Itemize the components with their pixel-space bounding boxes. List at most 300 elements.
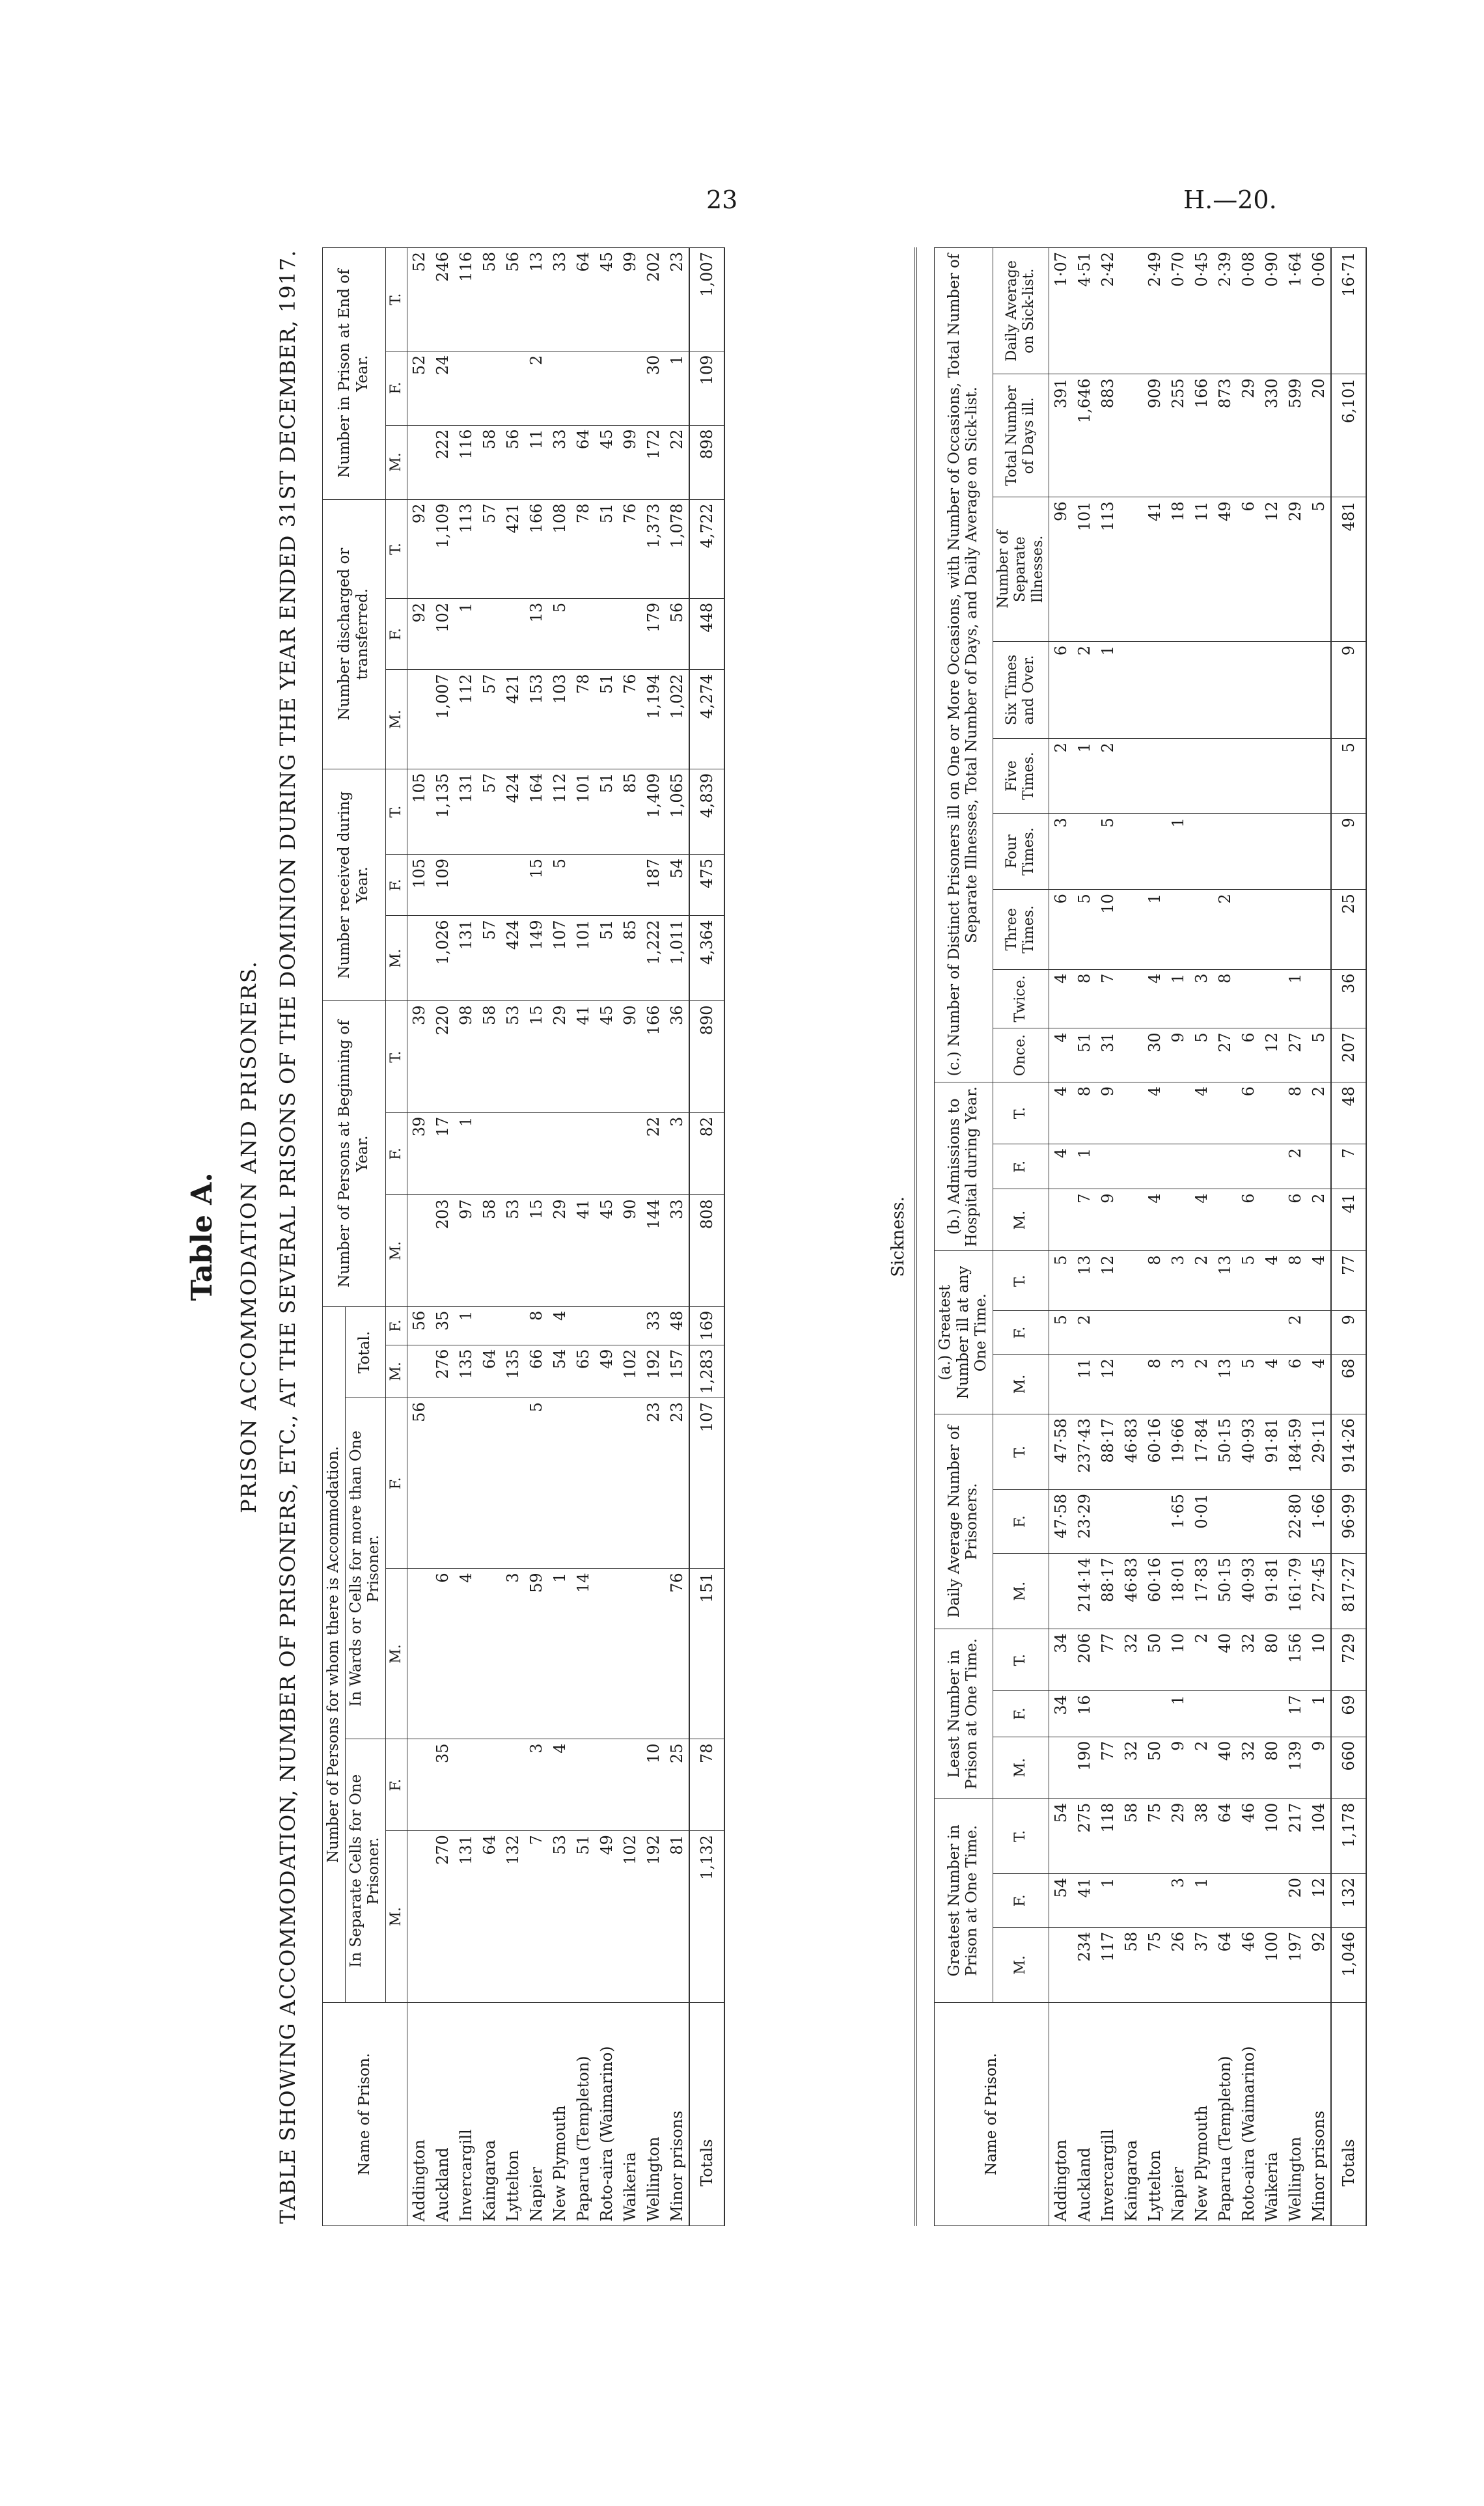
cell-sep-f	[478, 1739, 501, 1831]
subheader-m: M.	[385, 1345, 407, 1398]
cell-dis-m: 112	[454, 670, 478, 769]
cell-ad-t: 8	[1073, 1082, 1096, 1144]
cell-tot-f: 35	[431, 1306, 454, 1345]
cell-three: 2	[1213, 890, 1237, 969]
cell-six: 9	[1331, 641, 1366, 738]
cell-il-m: 4	[1307, 1355, 1331, 1414]
cell-once: 31	[1096, 1028, 1120, 1082]
cell-tot-m: 135	[501, 1345, 525, 1398]
subheader-f: F.	[385, 854, 407, 915]
cell-rec-f: 15	[525, 854, 548, 915]
admissions-header: (b.) Admissions to Hospital during Year.	[935, 1082, 993, 1250]
cell-beg-m: 808	[689, 1195, 724, 1306]
accommodation-header: Number of Persons for whom there is Accommodation.	[323, 1306, 346, 2002]
cell-twice: 7	[1096, 969, 1120, 1028]
cell-tot-m	[407, 1345, 432, 1398]
cell-five	[1307, 739, 1331, 814]
prison-name: Invercargill	[454, 2003, 478, 2226]
cell-end-f	[548, 351, 571, 425]
cell-once: 27	[1284, 1028, 1307, 1082]
cell-three	[1190, 890, 1213, 969]
table-row	[478, 248, 501, 2226]
cell-sep-m: 49	[595, 1831, 618, 2003]
cell-tot-f	[478, 1306, 501, 1345]
cell-end-f: 1	[665, 351, 689, 425]
cell-il-f: 9	[1331, 1311, 1366, 1355]
cell-le-m: 2	[1190, 1737, 1213, 1798]
cell-five: 1	[1073, 739, 1096, 814]
cell-rec-f	[618, 854, 642, 915]
table-row	[1213, 248, 1237, 2226]
cell-tot-m: 276	[431, 1345, 454, 1398]
cell-il-t: 4	[1260, 1251, 1284, 1311]
cell-il-t: 13	[1213, 1251, 1237, 1311]
cell-once	[1120, 1028, 1143, 1082]
cell-once: 30	[1143, 1028, 1166, 1082]
prison-name: Addington	[1049, 2003, 1073, 2226]
cell-dis-m: 57	[478, 670, 501, 769]
cell-end-m: 11	[525, 425, 548, 499]
cell-ward-m: 151	[689, 1569, 724, 1739]
cell-le-f	[1213, 1691, 1237, 1737]
cell-end-t: 246	[431, 248, 454, 351]
cell-il-m: 3	[1166, 1355, 1190, 1414]
cell-end-t: 202	[642, 248, 665, 351]
cell-gr-f	[1260, 1873, 1284, 1927]
document-id: H.—20.	[1183, 186, 1277, 214]
cell-twice	[1237, 969, 1260, 1028]
subheader-t: T.	[993, 1251, 1049, 1311]
cell-sep-ill: 49	[1213, 497, 1237, 641]
prison-name: Invercargill	[1096, 2003, 1120, 2226]
cell-beg-f: 39	[407, 1112, 432, 1195]
cell-da-m: 40·93	[1237, 1553, 1260, 1629]
subheader-t: T.	[385, 248, 407, 351]
cell-rec-m: 107	[548, 916, 571, 1001]
cell-beg-m: 203	[431, 1195, 454, 1306]
cell-da-m: 60·16	[1143, 1553, 1166, 1629]
cell-dis-t: 113	[454, 499, 478, 598]
prison-name: Paparua (Templeton)	[571, 2003, 595, 2226]
separate-cells-header: In Separate Cells for One Prisoner.	[345, 1739, 385, 2003]
cell-rec-m: 131	[454, 916, 478, 1001]
subheader-t: T.	[385, 769, 407, 854]
cell-il-m: 11	[1073, 1355, 1096, 1414]
cell-end-f: 2	[525, 351, 548, 425]
cell-five	[1120, 739, 1143, 814]
cell-le-t: 32	[1120, 1629, 1143, 1691]
least-header: Least Number in Prison at One Time.	[935, 1629, 993, 1799]
prison-name: Wellington	[642, 2003, 665, 2226]
table-row	[665, 248, 689, 2226]
subheader-sep_ill: Number of Separate Illnesses.	[993, 497, 1049, 641]
cell-end-f: 52	[407, 351, 432, 425]
cell-ad-m: 6	[1237, 1189, 1260, 1251]
cell-beg-m: 33	[665, 1195, 689, 1306]
cell-ad-m	[1166, 1189, 1190, 1251]
cell-ad-f	[1143, 1144, 1166, 1189]
subheader-twice: Twice.	[993, 969, 1049, 1028]
total-header: Total.	[345, 1306, 385, 1398]
cell-da-t: 50·15	[1213, 1414, 1237, 1489]
cell-le-f	[1237, 1691, 1260, 1737]
cell-rec-f	[478, 854, 501, 915]
cell-sep-ill: 12	[1260, 497, 1284, 641]
cell-dis-m: 1,194	[642, 670, 665, 769]
cell-le-t: 729	[1331, 1629, 1366, 1691]
table-row	[1260, 248, 1284, 2226]
cell-end-f	[501, 351, 525, 425]
cell-dis-f	[478, 598, 501, 670]
cell-gr-t: 118	[1096, 1798, 1120, 1873]
cell-rec-f: 105	[407, 854, 432, 915]
cell-end-m: 222	[431, 425, 454, 499]
subheader-t: T.	[993, 1082, 1049, 1144]
table-row	[407, 248, 432, 2226]
table-row	[431, 248, 454, 2226]
cell-four: 5	[1096, 814, 1120, 890]
cell-five	[1143, 739, 1166, 814]
cell-twice: 1	[1284, 969, 1307, 1028]
cell-gr-f: 1	[1190, 1873, 1213, 1927]
cell-days-ill: 6,101	[1331, 374, 1366, 497]
cell-ward-f: 23	[642, 1398, 665, 1569]
cell-ad-m: 2	[1307, 1189, 1331, 1251]
cell-da-m: 27·45	[1307, 1553, 1331, 1629]
cell-four	[1073, 814, 1096, 890]
cell-sep-m: 102	[618, 1831, 642, 2003]
cell-rec-m: 149	[525, 916, 548, 1001]
cell-dis-f	[618, 598, 642, 670]
cell-sep-m	[407, 1831, 432, 2003]
cell-dis-t: 1,373	[642, 499, 665, 598]
cell-gr-f	[1120, 1873, 1143, 1927]
cell-gr-t: 100	[1260, 1798, 1284, 1873]
cell-sep-ill	[1120, 497, 1143, 641]
cell-ad-f	[1237, 1144, 1260, 1189]
cell-end-m: 172	[642, 425, 665, 499]
cell-le-f: 1	[1307, 1691, 1331, 1737]
subheader-t: T.	[993, 1798, 1049, 1873]
cell-beg-f: 17	[431, 1112, 454, 1195]
prison-name: Waikeria	[618, 2003, 642, 2226]
cell-six	[1284, 641, 1307, 738]
cell-sep-ill: 481	[1331, 497, 1366, 641]
table-row	[595, 248, 618, 2226]
cell-dis-f: 13	[525, 598, 548, 670]
prison-name: Totals	[1331, 2003, 1366, 2226]
cell-ward-f: 5	[525, 1398, 548, 1569]
cell-dis-f: 448	[689, 598, 724, 670]
subheader-f: F.	[385, 598, 407, 670]
cell-ward-m: 6	[431, 1569, 454, 1739]
sickness-label: Sickness.	[888, 1196, 908, 1277]
cell-three	[1284, 890, 1307, 969]
cell-da-f: 47·58	[1049, 1490, 1073, 1554]
cell-gr-f	[1237, 1873, 1260, 1927]
cell-five	[1284, 739, 1307, 814]
cell-tot-f	[571, 1306, 595, 1345]
cell-tot-f: 56	[407, 1306, 432, 1345]
cell-ad-m: 4	[1190, 1189, 1213, 1251]
end-header: Number in Prison at End of Year.	[323, 248, 386, 500]
cell-days-ill: 166	[1190, 374, 1213, 497]
cell-beg-t: 29	[548, 1001, 571, 1112]
table-row	[1284, 248, 1307, 2226]
cell-ad-t: 6	[1237, 1082, 1260, 1144]
cell-avg-sick: 0·08	[1237, 248, 1260, 374]
table-row	[1237, 248, 1260, 2226]
table-row	[618, 248, 642, 2226]
cell-da-t: 88·17	[1096, 1414, 1120, 1489]
cell-sep-ill: 6	[1237, 497, 1260, 641]
cell-gr-m: 234	[1073, 1927, 1096, 2002]
table-row	[454, 248, 478, 2226]
prison-name: Kaingaroa	[478, 2003, 501, 2226]
cell-dis-m: 103	[548, 670, 571, 769]
cell-ward-f: 107	[689, 1398, 724, 1569]
cell-six	[1213, 641, 1237, 738]
cell-le-f: 17	[1284, 1691, 1307, 1737]
cell-once: 5	[1190, 1028, 1213, 1082]
cell-five	[1190, 739, 1213, 814]
cell-il-f	[1166, 1311, 1190, 1355]
cell-ad-f: 4	[1049, 1144, 1073, 1189]
cell-sep-f	[454, 1739, 478, 1831]
cell-ward-f	[571, 1398, 595, 1569]
totals-row	[1331, 248, 1366, 2226]
cell-le-m: 9	[1166, 1737, 1190, 1798]
cell-tot-m: 102	[618, 1345, 642, 1398]
cell-beg-f	[525, 1112, 548, 1195]
cell-il-t	[1120, 1251, 1143, 1311]
subheader-f: F.	[993, 1311, 1049, 1355]
cell-beg-t: 53	[501, 1001, 525, 1112]
subheader-six: Six Times and Over.	[993, 641, 1049, 738]
cell-le-f: 69	[1331, 1691, 1366, 1737]
prison-name: Wellington	[1284, 2003, 1307, 2226]
table-row	[1166, 248, 1190, 2226]
cell-dis-t: 108	[548, 499, 571, 598]
subheader-m: M.	[993, 1927, 1049, 2002]
cell-rec-f: 5	[548, 854, 571, 915]
cell-da-m: 161·79	[1284, 1553, 1307, 1629]
daily-average-header: Daily Average Number of Prisoners.	[935, 1414, 993, 1629]
cell-gr-f: 20	[1284, 1873, 1307, 1927]
cell-rec-m: 424	[501, 916, 525, 1001]
cell-tot-f	[618, 1306, 642, 1345]
cell-da-t: 19·66	[1166, 1414, 1190, 1489]
cell-gr-f: 41	[1073, 1873, 1096, 1927]
cell-rec-t: 112	[548, 769, 571, 854]
cell-days-ill: 599	[1284, 374, 1307, 497]
cell-dis-m: 4,274	[689, 670, 724, 769]
subheader-m: M.	[385, 670, 407, 769]
cell-dis-m: 1,007	[431, 670, 454, 769]
cell-rec-t: 1,135	[431, 769, 454, 854]
cell-gr-f: 54	[1049, 1873, 1073, 1927]
col-name-header: Name of Prison.	[935, 2003, 1049, 2226]
cell-da-f: 0·01	[1190, 1490, 1213, 1554]
cell-rec-f	[595, 854, 618, 915]
cell-sep-m: 53	[548, 1831, 571, 2003]
prison-name: New Plymouth	[548, 2003, 571, 2226]
cell-sep-ill: 113	[1096, 497, 1120, 641]
table-row	[548, 248, 571, 2226]
cell-beg-t: 39	[407, 1001, 432, 1112]
sickness-table	[934, 247, 1367, 2226]
cell-il-f: 5	[1049, 1311, 1073, 1355]
cell-beg-t: 36	[665, 1001, 689, 1112]
subheader-f: F.	[385, 1739, 407, 1831]
cell-rec-t: 1,065	[665, 769, 689, 854]
cell-ad-f: 2	[1284, 1144, 1307, 1189]
cell-four	[1143, 814, 1166, 890]
cell-end-f: 24	[431, 351, 454, 425]
cell-twice: 3	[1190, 969, 1213, 1028]
cell-ward-m	[407, 1569, 432, 1739]
cell-end-m: 45	[595, 425, 618, 499]
cell-le-m: 77	[1096, 1737, 1120, 1798]
prison-name: Minor prisons	[665, 2003, 689, 2226]
cell-gr-t: 29	[1166, 1798, 1190, 1873]
cell-twice: 36	[1331, 969, 1366, 1028]
cell-twice: 4	[1049, 969, 1073, 1028]
cell-le-t: 34	[1049, 1629, 1073, 1691]
cell-le-t: 32	[1237, 1629, 1260, 1691]
cell-beg-f	[478, 1112, 501, 1195]
cell-beg-m: 53	[501, 1195, 525, 1306]
cell-rec-t: 164	[525, 769, 548, 854]
cell-ad-m: 4	[1143, 1189, 1166, 1251]
cell-le-t: 77	[1096, 1629, 1120, 1691]
cell-six	[1143, 641, 1166, 738]
cell-beg-m: 58	[478, 1195, 501, 1306]
subheader-three: Three Times.	[993, 890, 1049, 969]
cell-rec-t: 1,409	[642, 769, 665, 854]
cell-da-f	[1260, 1490, 1284, 1554]
cell-four: 3	[1049, 814, 1073, 890]
subheader-f: F.	[993, 1490, 1049, 1554]
prison-name: Roto-aira (Waimarino)	[595, 2003, 618, 2226]
page-header	[0, 186, 1484, 225]
cell-avg-sick: 1·64	[1284, 248, 1307, 374]
cell-beg-m: 15	[525, 1195, 548, 1306]
subheader-f: F.	[385, 1306, 407, 1345]
cell-le-t: 40	[1213, 1629, 1237, 1691]
cell-gr-m: 197	[1284, 1927, 1307, 2002]
cell-end-t: 116	[454, 248, 478, 351]
cell-dis-t: 1,078	[665, 499, 689, 598]
subheader-t: T.	[385, 499, 407, 598]
cell-end-f: 109	[689, 351, 724, 425]
cell-sep-ill: 11	[1190, 497, 1213, 641]
cell-il-f	[1307, 1311, 1331, 1355]
cell-twice	[1120, 969, 1143, 1028]
cell-le-m: 32	[1237, 1737, 1260, 1798]
cell-ward-f	[548, 1398, 571, 1569]
cell-end-m: 58	[478, 425, 501, 499]
cell-end-f: 30	[642, 351, 665, 425]
cell-rec-t: 131	[454, 769, 478, 854]
cell-sep-m: 131	[454, 1831, 478, 2003]
cell-five	[1260, 739, 1284, 814]
cell-dis-f: 92	[407, 598, 432, 670]
cell-tot-f	[595, 1306, 618, 1345]
cell-three	[1260, 890, 1284, 969]
cell-ward-m: 59	[525, 1569, 548, 1739]
cell-end-m: 33	[548, 425, 571, 499]
cell-twice	[1260, 969, 1284, 1028]
cell-rec-t: 51	[595, 769, 618, 854]
cell-days-ill: 29	[1237, 374, 1260, 497]
cell-tot-f: 33	[642, 1306, 665, 1345]
cell-beg-m	[407, 1195, 432, 1306]
cell-dis-t: 1,109	[431, 499, 454, 598]
cell-da-m: 817·27	[1331, 1553, 1366, 1629]
cell-end-f	[595, 351, 618, 425]
cell-gr-m: 100	[1260, 1927, 1284, 2002]
cell-il-m	[1049, 1355, 1073, 1414]
prison-name: Auckland	[1073, 2003, 1096, 2226]
cell-ad-t	[1260, 1082, 1284, 1144]
cell-rec-m: 1,011	[665, 916, 689, 1001]
cell-beg-m: 45	[595, 1195, 618, 1306]
cell-ad-f	[1096, 1144, 1120, 1189]
cell-rec-m: 51	[595, 916, 618, 1001]
cell-ward-m: 76	[665, 1569, 689, 1739]
cell-beg-f	[571, 1112, 595, 1195]
cell-rec-t: 105	[407, 769, 432, 854]
cell-end-m: 64	[571, 425, 595, 499]
table-row	[501, 248, 525, 2226]
cell-le-f	[1260, 1691, 1284, 1737]
cell-gr-t: 104	[1307, 1798, 1331, 1873]
cell-il-m: 12	[1096, 1355, 1120, 1414]
cell-ad-t	[1213, 1082, 1237, 1144]
cell-sep-m: 7	[525, 1831, 548, 2003]
cell-three: 10	[1096, 890, 1120, 969]
cell-avg-sick: 2·49	[1143, 248, 1166, 374]
cell-sep-ill: 29	[1284, 497, 1307, 641]
cell-beg-t: 220	[431, 1001, 454, 1112]
cell-sep-f	[501, 1739, 525, 1831]
cell-rec-f	[571, 854, 595, 915]
cell-rec-f	[454, 854, 478, 915]
cell-da-f	[1120, 1490, 1143, 1554]
cell-dis-f: 5	[548, 598, 571, 670]
cell-beg-m: 144	[642, 1195, 665, 1306]
cell-six	[1120, 641, 1143, 738]
cell-da-t: 184·59	[1284, 1414, 1307, 1489]
cell-rec-m: 101	[571, 916, 595, 1001]
cell-end-f	[454, 351, 478, 425]
cell-five: 2	[1096, 739, 1120, 814]
cell-four	[1307, 814, 1331, 890]
subheader-f: F.	[993, 1144, 1049, 1189]
table-label: Table A.	[186, 1172, 219, 1301]
cell-tot-m: 192	[642, 1345, 665, 1398]
cell-da-t: 17·84	[1190, 1414, 1213, 1489]
cell-six: 6	[1049, 641, 1073, 738]
subheader-m: M.	[993, 1189, 1049, 1251]
cell-dis-f	[571, 598, 595, 670]
cell-da-m: 18·01	[1166, 1553, 1190, 1629]
distinct-prisoners-header: (c.) Number of Distinct Prisoners ill on One or More Occasions, with Number of Occasions, Total Number of Separate Illnesses, Total Number of Days, and Daily Average on Sick-list.	[935, 248, 993, 1082]
cell-ad-m: 41	[1331, 1189, 1366, 1251]
cell-rec-m: 57	[478, 916, 501, 1001]
cell-da-f	[1143, 1490, 1166, 1554]
